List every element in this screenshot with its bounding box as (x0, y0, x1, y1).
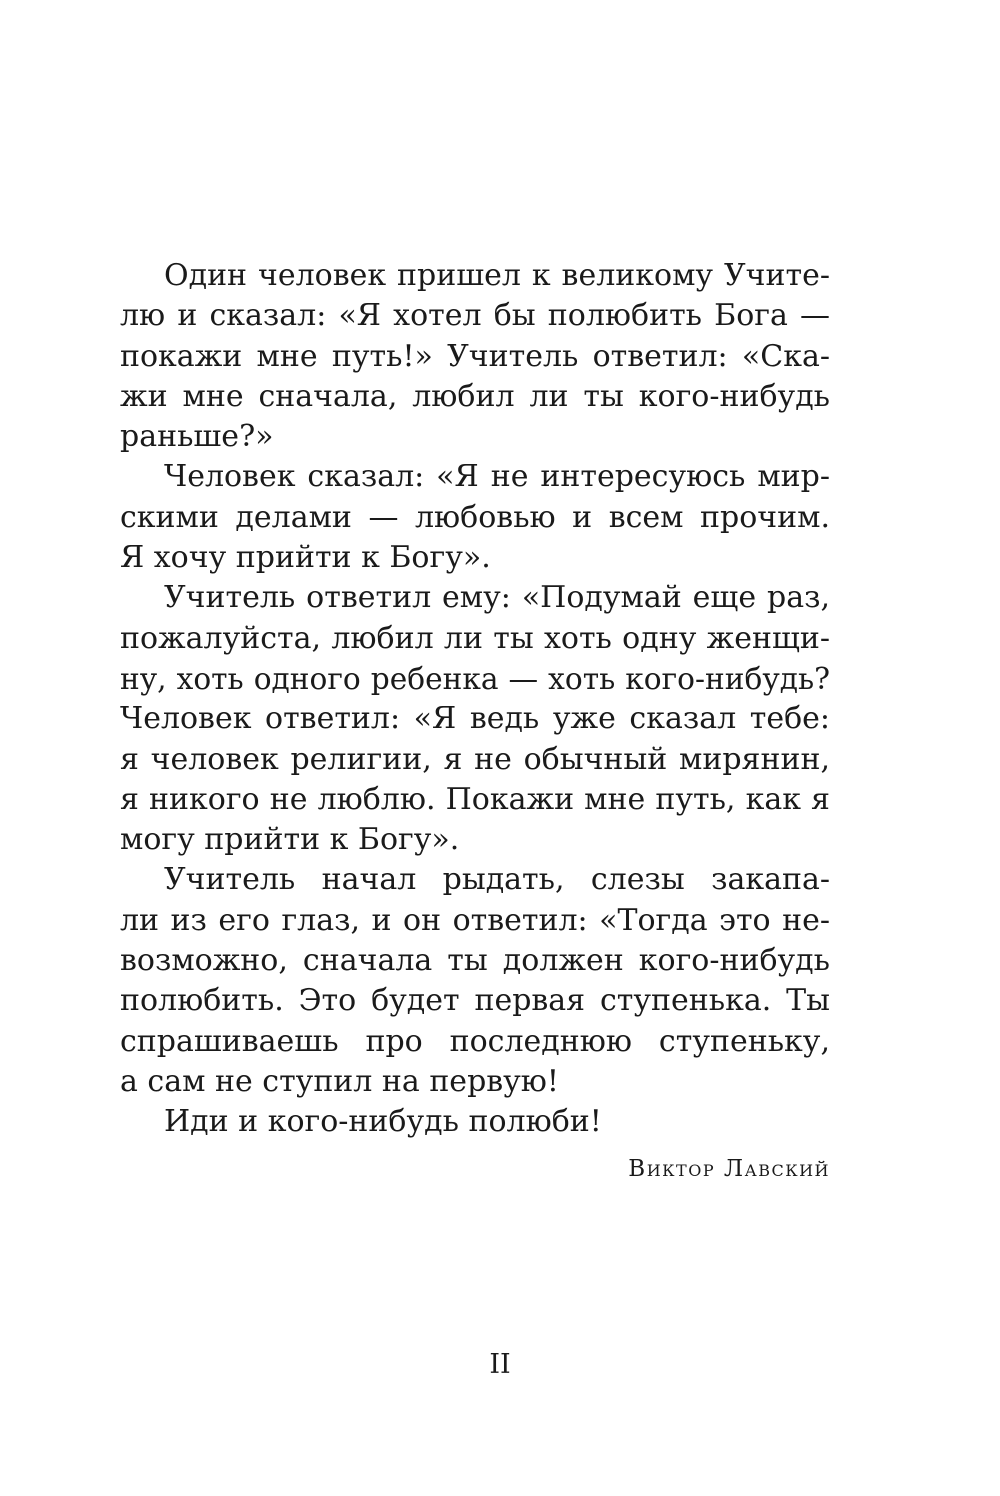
page-number: II (489, 1349, 511, 1380)
text-line: раньше?» (120, 419, 274, 455)
text-line: Один человек пришел к великому Учите- (164, 258, 830, 293)
text-line: я человек религии, я не обычный мирянин, (120, 741, 830, 777)
text-line: могу прийти к Богу». (120, 822, 460, 858)
text-line: скими делами — любовью и всем прочим. (120, 499, 830, 535)
text-line: Человек ответил: «Я ведь уже сказал тебе: (120, 701, 830, 737)
text-line: Иди и кого-нибудь полюби! (164, 1104, 602, 1140)
paragraph-2 (120, 457, 830, 578)
text-line: я никого не люблю. Покажи мне путь, как я (120, 781, 830, 817)
text-line: спрашиваешь про последнюю ступеньку, (120, 1023, 830, 1059)
text-line: Я хочу прийти к Богу». (120, 540, 491, 576)
text-line: жи мне сначала, любил ли ты кого-нибудь (120, 378, 830, 414)
text-line: возможно, сначала ты должен кого-нибудь (120, 943, 830, 979)
paragraph-1 (120, 256, 830, 457)
text-line: лю и сказал: «Я хотел бы полюбить Бога — (120, 298, 830, 334)
text-line: Человек сказал: «Я не интересуюсь мир- (164, 459, 830, 495)
text-line: Учитель ответил ему: «Подумай еще раз, (164, 580, 830, 616)
paragraph-4 (120, 860, 830, 1102)
text-line: ли из его глаз, и он ответил: «Тогда это не- (120, 902, 830, 938)
author-signature: Виктор Лавский (628, 1155, 830, 1182)
paragraph-5 (120, 1102, 830, 1142)
text-line: а сам не ступил на первую! (120, 1063, 559, 1099)
paragraph-3 (120, 578, 830, 860)
text-line: покажи мне путь!» Учитель ответил: «Ска- (120, 338, 830, 374)
text-line: полюбить. Это будет первая ступенька. Ты (120, 983, 830, 1019)
text-line: Учитель начал рыдать, слезы закапа- (164, 862, 830, 898)
text-block (120, 256, 830, 1189)
text-line: ну, хоть одного ребенка — хоть кого-нибудь? (120, 660, 830, 696)
text-line: пожалуйста, любил ли ты хоть одну женщи- (120, 620, 830, 656)
